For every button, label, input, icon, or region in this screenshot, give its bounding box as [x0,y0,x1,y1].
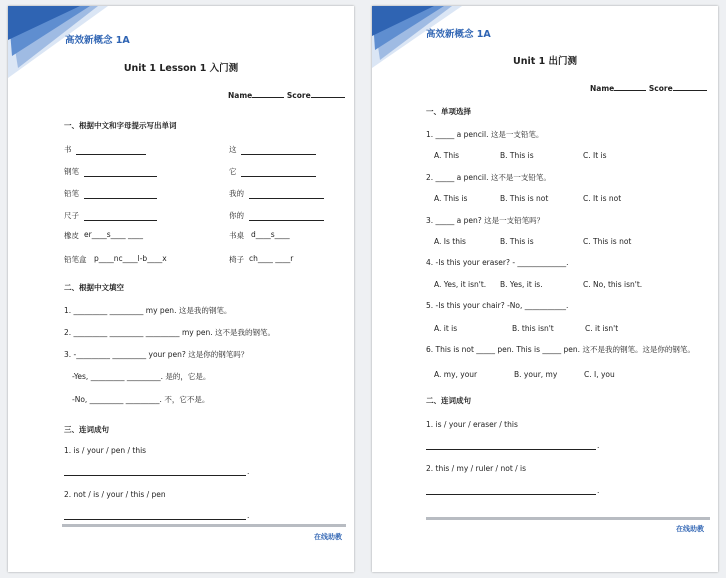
mc-option-b[interactable]: B. This is [500,151,534,160]
mc-question-4: 4. -Is this your eraser? - _____________. [426,258,569,267]
section-heading-1: 一、单项选择 [426,107,471,116]
fill-question-3: 3. -_________ _________ your pen? 这是你的钢笔吗？ [64,350,249,359]
footer-bar [426,517,710,520]
mc-option-b[interactable]: B. your, my [514,370,558,379]
answer-line[interactable] [241,154,316,155]
mc-option-a[interactable]: A. it is [434,324,458,333]
fill-question-3-yes: -Yes, _________ _________. 是的，它是。 [72,372,211,381]
word-hint-chair: ch____ ____r [249,254,294,263]
score-label: Score [286,91,311,100]
answer-line[interactable] [249,198,324,199]
period: . [597,486,600,495]
mc-option-b[interactable]: B. This is [500,237,534,246]
fill-question-3-no: -No, _________ _________. 不，它不是。 [72,395,210,404]
mc-question-1: 1. _____ a pencil. 这是一支铅笔。 [426,130,544,139]
word-label-chair: 椅子 [229,255,244,264]
mc-option-c[interactable]: C. It is not [583,194,622,203]
word-label-my: 我的 [229,189,244,198]
section-heading-3: 三、连词成句 [64,425,109,434]
page-title: Unit 1 出门测 [513,56,577,67]
answer-line[interactable] [84,198,157,199]
sentence-answer-line-1[interactable] [64,475,246,476]
word-label-ruler: 尺子 [64,211,79,220]
answer-line[interactable] [84,176,157,177]
mc-option-a[interactable]: A. This [434,151,460,160]
word-label-your: 你的 [229,211,244,220]
sentence-prompt-2: 2. this / my / ruler / not / is [426,464,527,473]
word-hint-desk: d____s____ [251,230,290,239]
mc-question-6: 6. This is not _____ pen. This is _____ pen. 这不是我的钢笔。这是你的钢笔。 [426,345,695,354]
period: . [597,441,600,450]
mc-option-b[interactable]: B. this isn't [512,324,554,333]
answer-line[interactable] [241,176,316,177]
word-hint-eraser: er____s____ ____ [84,230,143,239]
mc-option-a[interactable]: A. my, your [434,370,478,379]
brand-title: 高效新概念 1A [426,29,491,40]
answer-line[interactable] [84,220,157,221]
name-label: Name [228,91,253,100]
answer-line[interactable] [249,220,324,221]
footer-bar [62,524,346,527]
mc-option-c[interactable]: C. It is [583,151,607,160]
name-label: Name [590,84,615,93]
fill-question-1: 1. _________ _________ my pen. 这是我的钢笔。 [64,306,232,315]
mc-question-3: 3. _____ a pen? 这是一支铅笔吗？ [426,216,545,225]
word-label-this: 这 [229,145,237,154]
period: . [247,511,250,520]
worksheet-page-entry-test [8,6,354,572]
page-title: Unit 1 Lesson 1 入门测 [123,63,239,74]
word-label-it: 它 [229,167,237,176]
mc-option-c[interactable]: C. it isn't [585,324,619,333]
mc-option-a[interactable]: A. Is this [434,237,466,246]
name-score-line [590,82,707,93]
brand-title: 高效新概念 1A [65,35,130,46]
sentence-answer-line-1[interactable] [426,449,596,450]
mc-option-a[interactable]: A. This is [434,194,468,203]
fill-question-2: 2. _________ _________ _________ my pen. 这不是我的钢笔。 [64,328,275,337]
mc-question-2: 2. _____ a pencil. 这不是一支铅笔。 [426,173,551,182]
name-score-line [228,89,345,100]
word-label-pencilbox: 铅笔盒 [64,255,87,264]
sentence-prompt-1: 1. is / your / pen / this [64,446,147,455]
answer-line[interactable] [76,154,146,155]
mc-option-c[interactable]: C. I, you [584,370,615,379]
word-label-pencil: 铅笔 [64,189,79,198]
word-label-eraser: 橡皮 [64,231,79,240]
word-label-desk: 书桌 [229,231,244,240]
word-label-pen: 钢笔 [64,167,79,176]
mc-option-b[interactable]: B. Yes, it is. [500,280,543,289]
word-label-book: 书 [64,145,72,154]
section-heading-2: 二、连词成句 [426,396,471,405]
mc-option-b[interactable]: B. This is not [500,194,549,203]
mc-option-c[interactable]: C. No, this isn't. [583,280,643,289]
sentence-answer-line-2[interactable] [426,494,596,495]
section-heading-2: 二、根据中文填空 [64,283,124,292]
word-hint-pencilbox: p____nc____l-b____x [94,254,167,263]
sentence-prompt-1: 1. is / your / eraser / this [426,420,518,429]
footer-text: 在线助教 [314,533,342,541]
footer-text: 在线助教 [676,525,704,533]
mc-option-c[interactable]: C. This is not [583,237,632,246]
sentence-answer-line-2[interactable] [64,519,246,520]
worksheet-page-exit-test [372,6,718,572]
mc-question-5: 5. -Is this your chair? -No, ___________. [426,301,569,310]
sentence-prompt-2: 2. not / is / your / this / pen [64,490,166,499]
period: . [247,467,250,476]
score-label: Score [648,84,673,93]
section-heading-1: 一、根据中文和字母提示写出单词 [64,121,177,130]
mc-option-a[interactable]: A. Yes, it isn't. [434,280,487,289]
